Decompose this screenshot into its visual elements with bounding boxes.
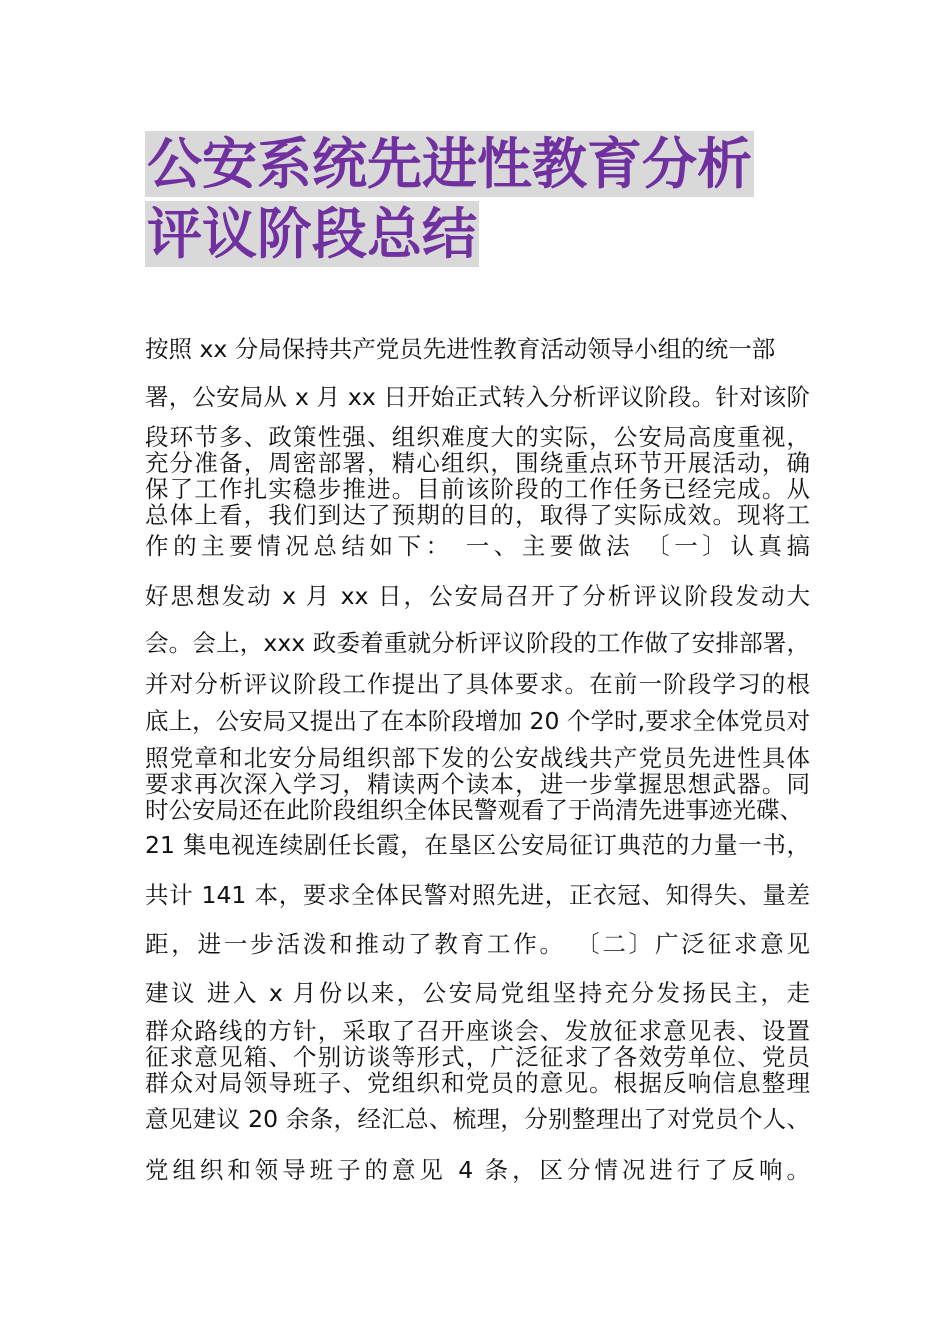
body-text-line: 要求再次深入学习，精读两个读本，进一步掌握思想武器。同 — [145, 770, 810, 798]
body-text-line: 作的主要情况总结如下： 一、主要做法 〔一〕认真搞 — [145, 532, 810, 560]
body-text-line: 征求意见箱、个别访谈等形式，广泛征求了各效劳单位、党员 — [145, 1043, 810, 1071]
document-title-line-2: 评议阶段总结 — [147, 202, 478, 266]
body-text-line: 好思想发动 x 月 xx 日，公安局召开了分析评议阶段发动大 — [145, 582, 810, 610]
body-text-line: 党组织和领导班子的意见 4 条，区分情况进行了反响。 — [145, 1156, 810, 1184]
body-text-line: 21 集电视连续剧任长霞，在垦区公安局征订典范的力量一书， — [145, 831, 810, 859]
body-text-line: 距，进一步活泼和推动了教育工作。 〔二〕广泛征求意见 — [145, 930, 810, 958]
body-text-line: 段环节多、政策性强、组织难度大的实际，公安局高度重视， — [145, 423, 810, 451]
body-text-line: 建议 进入 x 月份以来，公安局党组坚持充分发扬民主，走 — [145, 979, 810, 1007]
body-text-line: 时公安局还在此阶段组织全体民警观看了于尚清先进事迹光碟、 — [145, 796, 803, 824]
body-text-line: 意见建议 20 余条，经汇总、梳理，分别整理出了对党员个人、 — [145, 1105, 810, 1133]
body-text-line: 并对分析评议阶段工作提出了具体要求。在前一阶段学习的根 — [145, 670, 810, 698]
body-text-line: 群众路线的方针，采取了召开座谈会、发放征求意见表、设置 — [145, 1017, 810, 1045]
body-text-line: 总体上看，我们到达了预期的目的，取得了实际成效。现将工 — [145, 501, 810, 529]
body-text-line: 按照 xx 分局保持共产党员先进性教育活动领导小组的统一部 — [145, 335, 776, 363]
body-text-line: 保了工作扎实稳步推进。目前该阶段的工作任务已经完成。从 — [145, 475, 810, 503]
body-text-line: 会。会上，xxx 政委着重就分析评议阶段的工作做了安排部署， — [145, 629, 810, 657]
body-text-line: 底上，公安局又提出了在本阶段增加 20 个学时,要求全体党员对 — [145, 707, 810, 735]
document-title-line-1: 公安系统先进性教育分析 — [147, 132, 753, 196]
body-text-line: 照党章和北安分局组织部下发的公安战线共产党员先进性具体 — [145, 744, 810, 772]
body-text-line: 署，公安局从 x 月 xx 日开始正式转入分析评议阶段。针对该阶 — [145, 383, 810, 411]
body-text-line: 群众对局领导班子、党组织和党员的意见。根据反响信息整理 — [145, 1069, 810, 1097]
body-text-line: 充分准备，周密部署，精心组织，围绕重点环节开展活动，确 — [145, 449, 810, 477]
body-text-line: 共计 141 本，要求全体民警对照先进，正衣冠、知得失、量差 — [145, 881, 810, 909]
